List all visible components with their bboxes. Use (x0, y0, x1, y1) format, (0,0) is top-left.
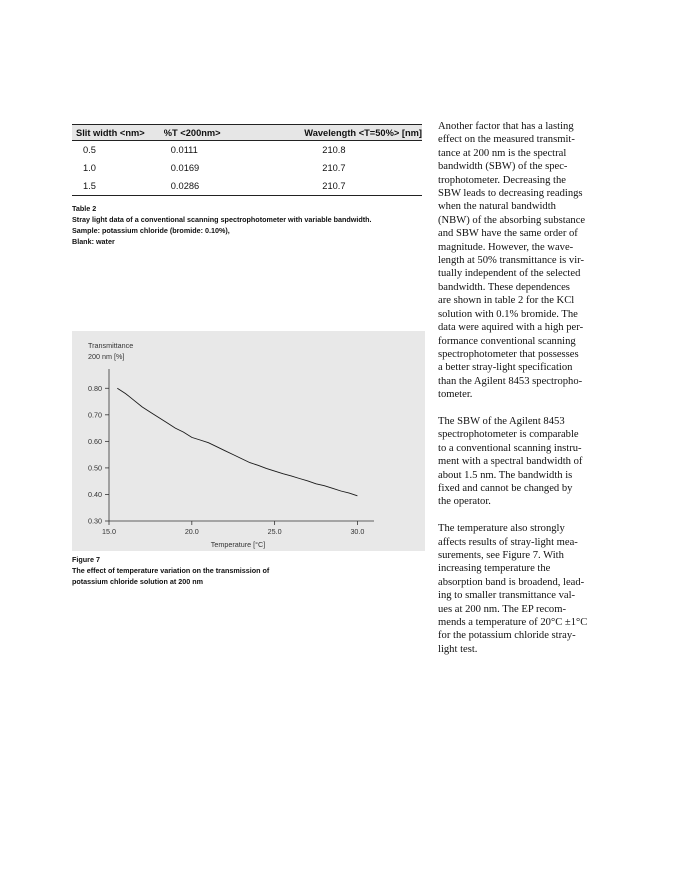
table-row (72, 177, 422, 196)
text-line: the operator. (438, 496, 491, 508)
y-axis-label-line2: 200 nm [%] (88, 352, 125, 361)
text-line: formance conventional scanning (438, 335, 576, 347)
figure-caption-line: potassium chloride solution at 200 nm (72, 577, 203, 586)
text-line: trophotometer. Decreasing the (438, 174, 566, 186)
cell-wavelength: 210.7 (322, 163, 346, 173)
text-line: surements, see Figure 7. With (438, 549, 564, 561)
cell-transmittance: 0.0286 (160, 177, 275, 196)
figure-panel (72, 331, 425, 551)
y-axis-label-line1: Transmittance (88, 341, 134, 350)
text-line: data were aquired with a high per- (438, 322, 584, 334)
table-row (72, 141, 422, 160)
y-tick-label: 0.30 (88, 516, 102, 526)
cell-transmittance: 0.0169 (170, 163, 200, 173)
table-caption-line: Blank: water (72, 237, 115, 246)
text-line: The SBW of the Agilent 8453 (438, 415, 565, 427)
text-line: tometer. (438, 389, 473, 401)
cell-slit-width: 1.0 (83, 163, 96, 173)
cell-wavelength: 210.8 (322, 145, 346, 155)
text-line: SBW leads to decreasing readings (438, 188, 583, 200)
cell-slit-width: 0.5 (83, 145, 96, 155)
stray-light-table (72, 124, 422, 196)
text-line: bandwidth (SBW) of the spec- (438, 161, 568, 173)
text-line: increasing temperature the (438, 563, 551, 575)
y-tick-label: 0.80 (88, 383, 102, 393)
x-tick-label: 30.0 (350, 527, 365, 536)
header-slit-width: Slit width <nm> (72, 125, 160, 141)
figure-caption-line: The effect of temperature variation on the transmission of (72, 566, 270, 575)
text-line: to a conventional scanning instru- (438, 442, 582, 454)
text-line: ing to smaller transmittance val- (438, 590, 576, 602)
text-line: and SBW have the same order of (438, 228, 578, 240)
figure-caption (72, 554, 269, 587)
text-line: spectrophotometer that possesses (438, 348, 579, 360)
paragraph-temperature (438, 522, 613, 656)
table-caption-line: Sample: potassium chloride (bromide: 0.10%), (72, 226, 230, 235)
text-line: ues at 200 nm. The EP recom- (438, 603, 566, 615)
x-tick-label: 20.0 (184, 527, 199, 536)
y-tick-label: 0.70 (88, 410, 102, 420)
transmittance-chart (72, 331, 425, 551)
table-caption-line: Stray light data of a conventional scanning spectrophotometer with variable bandwidth. (72, 215, 372, 224)
table-caption-label: Table 2 (72, 204, 97, 213)
text-line: absorption band is broadend, lead- (438, 576, 585, 588)
y-tick-label: 0.40 (88, 489, 102, 499)
text-line: The temperature also strongly (438, 523, 565, 535)
text-line: Another factor that has a lasting (438, 121, 574, 132)
table-caption (72, 203, 372, 247)
header-wavelength: Wavelength <T=50%> [nm] (274, 125, 422, 141)
text-line: for the potassium chloride stray- (438, 630, 576, 642)
text-line: fixed and cannot be changed by (438, 482, 573, 494)
table-header-row (72, 125, 422, 141)
text-line: tually independent of the selected (438, 268, 581, 280)
cell-transmittance: 0.0111 (170, 145, 198, 155)
y-tick-label: 0.60 (88, 436, 102, 446)
figure-caption-label: Figure 7 (72, 555, 100, 564)
text-line: length at 50% transmittance is vir- (438, 255, 585, 267)
text-line: than the Agilent 8453 spectropho- (438, 375, 583, 387)
series-line-transmittance (117, 388, 357, 496)
text-line: effect on the measured transmit- (438, 134, 575, 146)
body-text-column (438, 120, 613, 670)
text-line: light test. (438, 643, 478, 655)
text-line: (NBW) of the absorbing substance (438, 214, 586, 226)
text-line: solution with 0.1% bromide. The (438, 308, 578, 320)
header-transmittance: %T <200nm> (160, 125, 275, 141)
text-line: ment with a spectral bandwidth of (438, 456, 583, 468)
text-line: are shown in table 2 for the KCl (438, 295, 575, 307)
text-line: affects results of stray-light mea- (438, 536, 578, 548)
text-line: spectrophotometer is comparable (438, 429, 579, 441)
text-line: tance at 200 nm is the spectral (438, 147, 567, 159)
x-tick-label: 15.0 (102, 527, 116, 536)
paragraph-bandwidth (438, 120, 613, 402)
paragraph-sbw (438, 415, 613, 509)
text-line: about 1.5 nm. The bandwidth is (438, 469, 573, 481)
cell-slit-width: 1.5 (72, 177, 160, 196)
text-line: a better stray-light specification (438, 362, 573, 374)
text-line: bandwidth. These dependences (438, 281, 570, 293)
text-line: magnitude. However, the wave- (438, 241, 574, 253)
text-line: when the natural bandwidth (438, 201, 556, 213)
x-axis-label: Temperature [°C] (210, 540, 266, 549)
table-row (72, 159, 422, 177)
text-line: mends a temperature of 20°C ±1°C (438, 617, 588, 628)
cell-wavelength: 210.7 (274, 177, 422, 196)
x-tick-label: 25.0 (267, 527, 282, 536)
y-tick-label: 0.50 (88, 463, 102, 473)
